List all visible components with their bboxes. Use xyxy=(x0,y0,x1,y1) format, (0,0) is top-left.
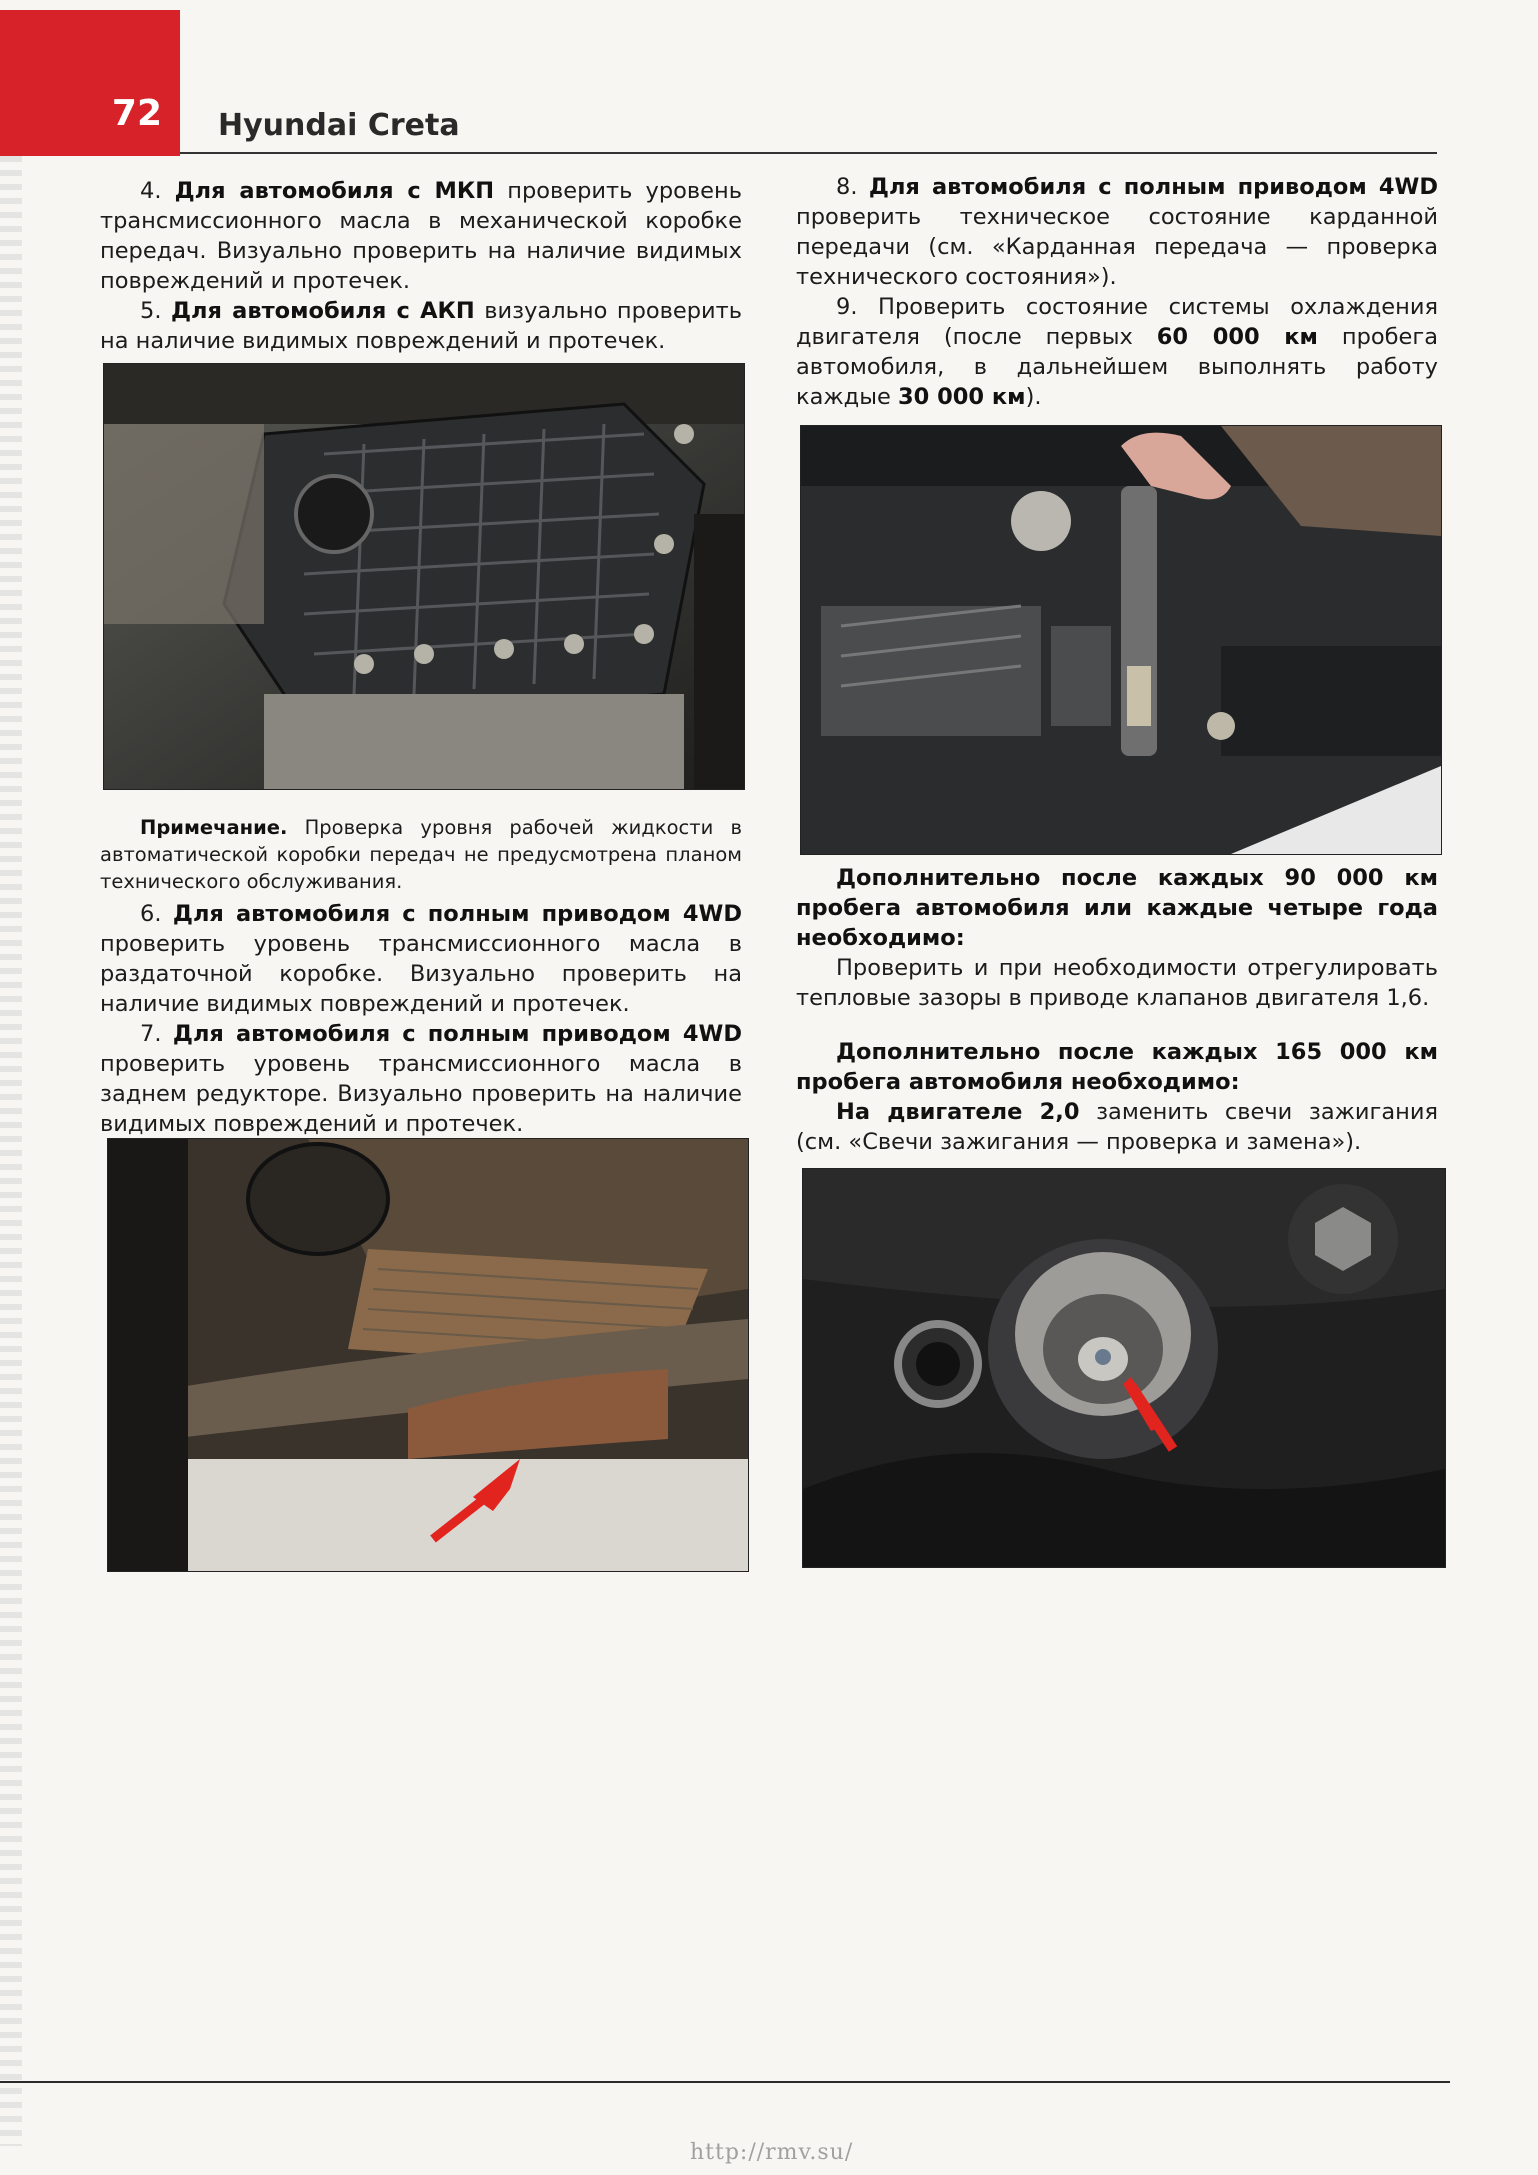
paragraph-item-4 xyxy=(100,176,742,296)
item-bold-lead: На двигателе 2,0 xyxy=(836,1099,1080,1125)
note-text: Проверка уровня рабочей жидкости в автоматической коробки передач не предусмотрена планом технического обслуживания. xyxy=(100,816,742,893)
section-165000-text xyxy=(796,1097,1438,1157)
right-column-top xyxy=(796,172,1438,412)
page-number-tab xyxy=(0,10,180,156)
item-number: 4. xyxy=(140,178,162,204)
item-text: визуально проверить на наличие видимых повреждений и протечек. xyxy=(100,298,742,354)
photo-spark-plug-well xyxy=(802,1168,1446,1568)
page-number: 72 xyxy=(111,93,162,134)
header-rule xyxy=(180,152,1437,154)
item-bold-lead: Для автомобиля с полным приводом 4WD xyxy=(868,174,1438,200)
photo-rear-differential-underbody xyxy=(107,1138,749,1572)
item-number: 9. xyxy=(836,294,858,320)
section-heading: Дополнительно после каждых 165 000 км пробега автомобиля необходимо: xyxy=(796,1039,1438,1095)
item-text: проверить уровень трансмиссионного масла в раздаточной коробке. Визуально проверить на наличие видимых повреждений и протечек. xyxy=(100,931,742,1017)
item-text: проверить уровень трансмиссионного масла в механической коробке передач. Визуально проверить на наличие видимых повреждений и протечек. xyxy=(100,178,742,294)
footer-rule xyxy=(0,2081,1450,2083)
section-90000-text: Проверить и при необходимости отрегулировать тепловые зазоры в приводе клапанов двигателя 1,6. xyxy=(796,955,1438,1011)
section-90000-heading xyxy=(796,863,1438,953)
paragraph-item-9 xyxy=(796,292,1438,412)
item-number: 5. xyxy=(140,298,162,324)
left-column-middle xyxy=(100,800,742,1139)
paragraph-item-6 xyxy=(100,899,742,1019)
item-bold-lead: Для автомобиля с полным приводом 4WD xyxy=(172,901,742,927)
photo-automatic-transmission-pan xyxy=(103,363,745,790)
footer-url: http://rmv.su/ xyxy=(690,2140,854,2165)
item-text: проверить уровень трансмиссионного масла в заднем редукторе. Визуально проверить на наличие видимых повреждений и протечек. xyxy=(100,1051,742,1137)
photo-engine-bay-coolant-check xyxy=(800,425,1442,855)
item-bold-lead: Для автомобиля с полным приводом 4WD xyxy=(172,1021,742,1047)
item-bold-lead: Для автомобиля с МКП xyxy=(174,178,495,204)
note-paragraph xyxy=(100,814,742,895)
section-heading: Дополнительно после каждых 90 000 км пробега автомобиля или каждые четыре года необходимо: xyxy=(796,865,1438,951)
item-number: 7. xyxy=(140,1021,162,1047)
item-text: ). xyxy=(1025,384,1042,410)
left-column-top xyxy=(100,176,742,356)
item-text: заменить свечи зажигания (см. «Свечи зажигания — проверка и замена»). xyxy=(796,1099,1438,1155)
item-bold-value: 30 000 км xyxy=(897,384,1026,410)
paragraph-item-5 xyxy=(100,296,742,356)
paragraph-item-8 xyxy=(796,172,1438,292)
item-text: Проверить состояние системы охлаждения двигателя (после первых xyxy=(796,294,1438,350)
paragraph-item-7 xyxy=(100,1019,742,1139)
scan-edge-artifact xyxy=(0,156,22,2146)
item-bold-lead: Для автомобиля с АКП xyxy=(171,298,475,324)
item-bold-value: 60 000 км xyxy=(1156,324,1318,350)
note-label: Примечание. xyxy=(140,816,288,839)
book-title: Hyundai Creta xyxy=(218,108,460,143)
right-column-bottom xyxy=(796,863,1438,1157)
item-text: пробега автомобиля, в дальнейшем выполнять работу каждые xyxy=(796,324,1438,410)
item-number: 6. xyxy=(140,901,162,927)
item-text: проверить техническое состояние карданной передачи (см. «Карданная передача — проверка технического состояния»). xyxy=(796,204,1438,290)
section-165000-heading xyxy=(796,1037,1438,1097)
item-number: 8. xyxy=(836,174,858,200)
